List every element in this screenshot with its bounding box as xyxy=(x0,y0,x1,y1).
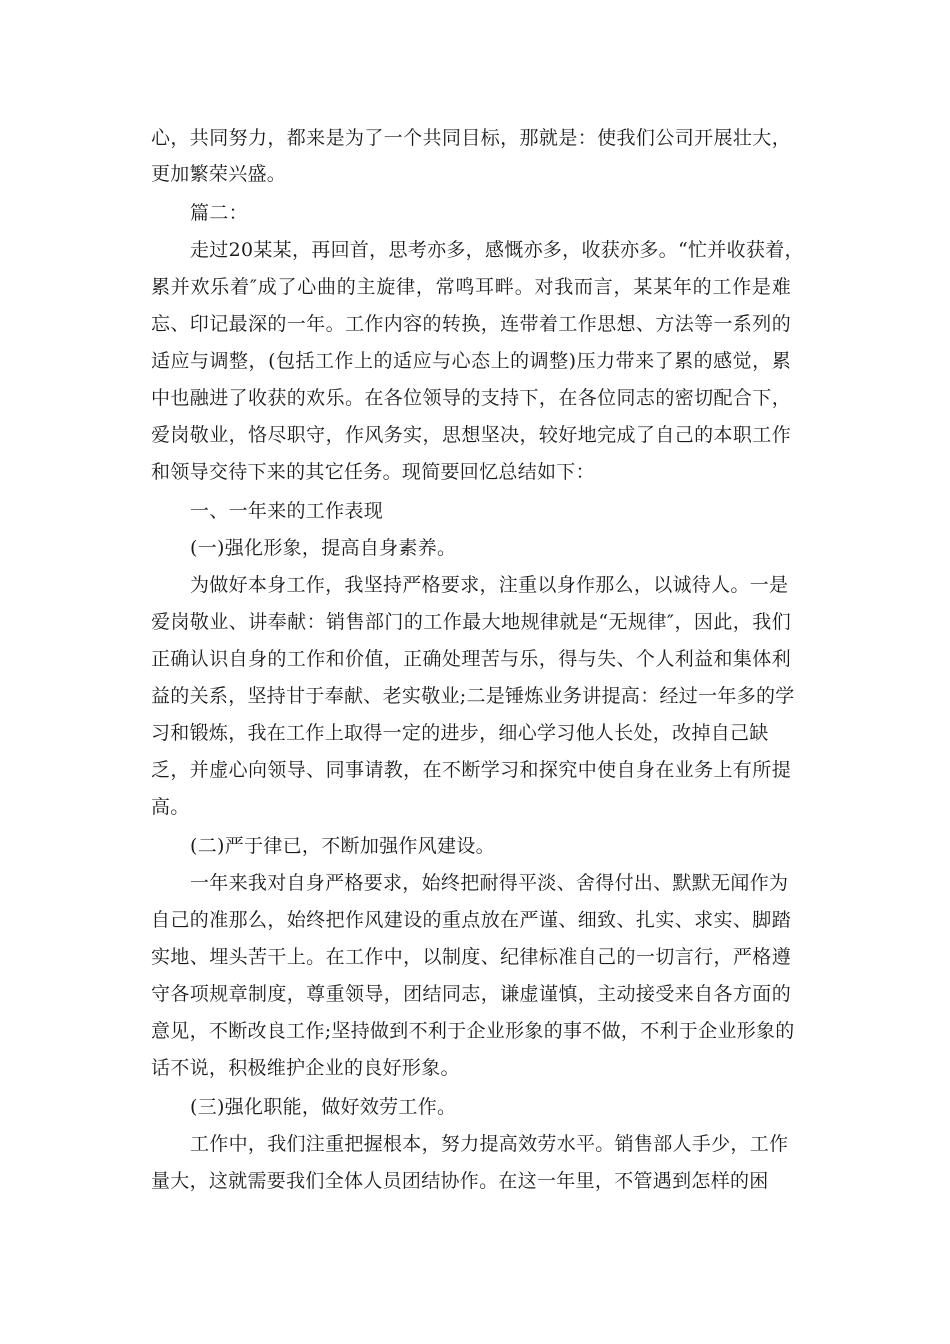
text-line: 守各项规章制度，尊重领导，团结同志，谦虚谨慎，主动接受来自各方面的 xyxy=(151,983,791,1005)
text-line: (三)强化职能，做好效劳工作。 xyxy=(190,1096,457,1118)
text-line: 走过20某某，再回首，思考亦多，感慨亦多，收获亦多。“忙并收获着， xyxy=(190,239,804,261)
text-line: 高。 xyxy=(151,796,190,818)
text-line: 为做好本身工作，我坚持严格要求，注重以身作那么，以诚待人。一是 xyxy=(190,574,789,596)
text-line: (二)严于律已，不断加强作风建设。 xyxy=(190,835,495,857)
text-line: 忘、印记最深的一年。工作内容的转换，连带着工作思想、方法等一系列的 xyxy=(151,313,791,335)
text-line: 心，共同努力，都来是为了一个共同目标，那就是：使我们公司开展壮大， xyxy=(151,127,791,149)
text-line: 实地、埋头苦干上。在工作中，以制度、纪律标准自己的一切言行，严格遵 xyxy=(151,946,791,968)
text-line: (一)强化形象，提高自身素养。 xyxy=(190,537,457,559)
text-line: 话不说，积极维护企业的良好形象。 xyxy=(151,1057,460,1079)
text-line: 工作中，我们注重把握根本，努力提高效劳水平。销售部人手少，工作 xyxy=(190,1133,789,1155)
text-line: 爱岗敬业，恪尽职守，作风务实，思想坚决，较好地完成了自己的本职工作 xyxy=(151,424,791,446)
text-line: 爱岗敬业、讲奉献：销售部门的工作最大地规律就是“无规律″，因此，我们 xyxy=(151,611,791,633)
text-line: 习和锻炼，我在工作上取得一定的进步，细心学习他人长处，改掉自己缺 xyxy=(151,722,769,744)
text-line: 自己的准那么，始终把作风建设的重点放在严谨、细致、扎实、求实、脚踏 xyxy=(151,909,791,931)
text-line: 更加繁荣兴盛。 xyxy=(151,163,287,185)
text-line: 一、一年来的工作表现 xyxy=(190,500,384,522)
text-line: 意见，不断改良工作;坚持做到不利于企业形象的事不做，不利于企业形象的 xyxy=(151,1020,795,1042)
text-line: 益的关系，坚持甘于奉献、老实敬业;二是锤炼业务讲提高：经过一年多的学 xyxy=(151,685,795,707)
text-line: 一年来我对自身严格要求，始终把耐得平淡、舍得付出、默默无闻作为 xyxy=(190,872,789,894)
text-line: 中也融进了收获的欢乐。在各位领导的支持下，在各位同志的密切配合下， xyxy=(151,387,791,409)
text-line: 篇二： xyxy=(190,202,248,224)
text-line: 和领导交待下来的其它任务。现简要回忆总结如下： xyxy=(151,461,595,483)
text-line: 乏，并虚心向领导、同事请教，在不断学习和探究中使自身在业务上有所提 xyxy=(151,759,791,781)
text-line: 正确认识自身的工作和价值，正确处理苦与乐，得与失、个人利益和集体利 xyxy=(151,648,791,670)
text-line: 适应与调整，(包括工作上的适应与心态上的调整)压力带来了累的感觉，累 xyxy=(151,350,791,372)
text-line: 累并欢乐着″成了心曲的主旋律，常鸣耳畔。对我而言，某某年的工作是难 xyxy=(151,276,791,298)
text-line: 量大，这就需要我们全体人员团结协作。在这一年里，不管遇到怎样的困 xyxy=(151,1170,769,1192)
